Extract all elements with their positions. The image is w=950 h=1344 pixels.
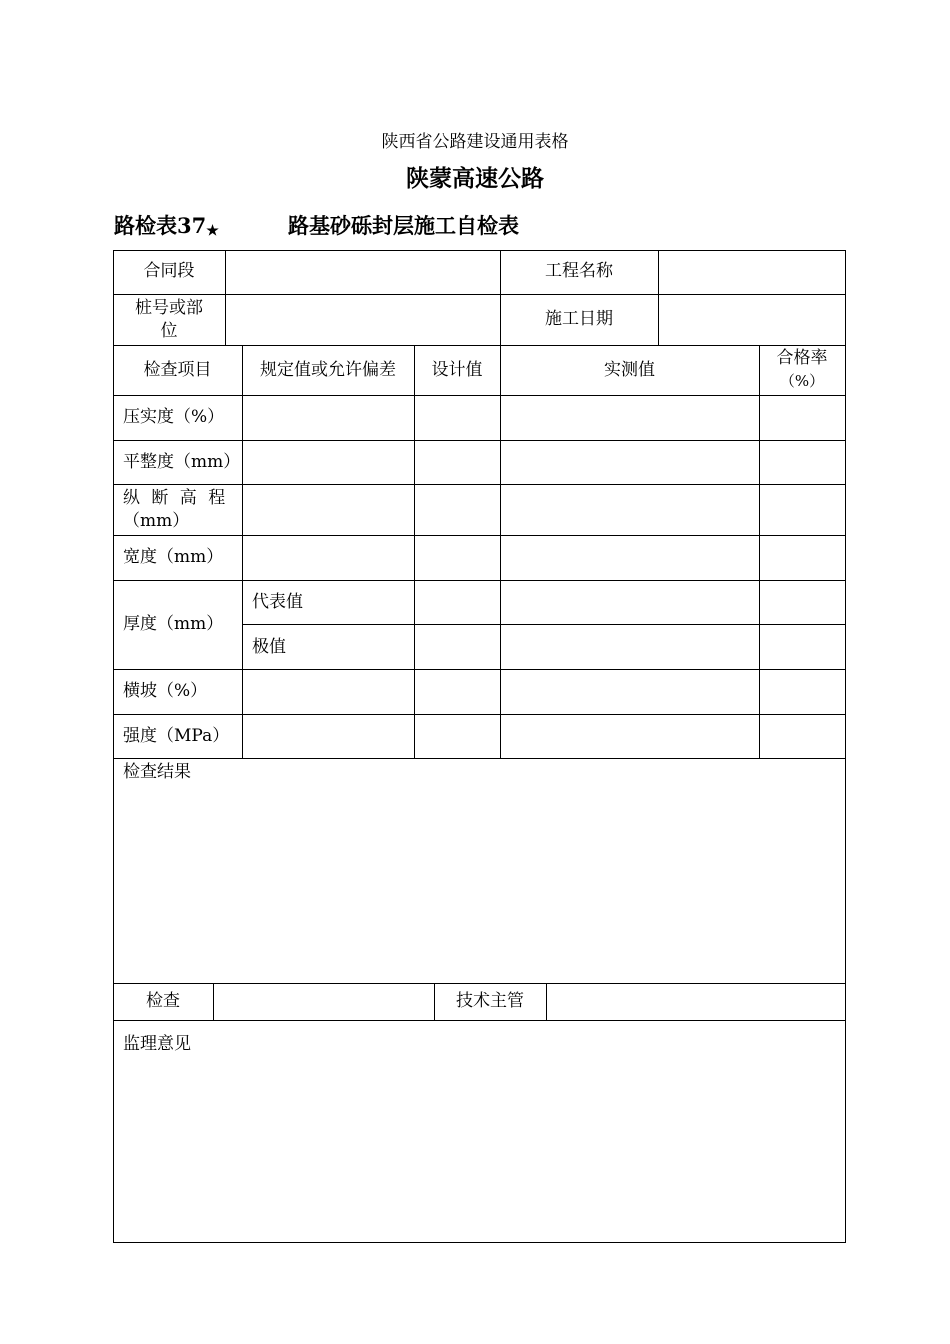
row-elevation-line1: 纵 断 高 程 bbox=[123, 488, 229, 508]
row-thickness-representative: 代表值 bbox=[252, 592, 303, 612]
contract-field[interactable] bbox=[226, 251, 500, 294]
form-code-text: 路检表37 bbox=[114, 213, 207, 238]
supervision-opinion-label: 监理意见 bbox=[123, 1034, 191, 1054]
row-thickness: 厚度（mm） bbox=[123, 614, 224, 634]
station-label-line2: 位 bbox=[160, 321, 178, 341]
col-pass-rate bbox=[759, 347, 845, 393]
inspector-label: 检查 bbox=[146, 991, 180, 1011]
row-thickness-extreme: 极值 bbox=[252, 637, 286, 657]
inspector-field[interactable] bbox=[214, 984, 434, 1020]
contract-label: 合同段 bbox=[143, 261, 195, 281]
station-field[interactable] bbox=[226, 295, 500, 345]
col-pass-rate-line1: 合格率 bbox=[776, 348, 828, 368]
col-inspection-item: 检查项目 bbox=[143, 360, 212, 380]
row-crossfall: 横坡（%） bbox=[123, 681, 208, 701]
row-flatness: 平整度（mm） bbox=[123, 452, 241, 472]
project-title: 陕蒙高速公路 bbox=[406, 166, 544, 192]
col-pass-rate-line2: （%） bbox=[779, 372, 825, 390]
project-name-field[interactable] bbox=[659, 251, 845, 294]
col-measured-value: 实测值 bbox=[604, 360, 655, 380]
row-compaction: 压实度（%） bbox=[123, 407, 225, 427]
row-elevation bbox=[123, 487, 228, 533]
row-strength: 强度（MPa） bbox=[123, 726, 230, 746]
construction-date-field[interactable] bbox=[659, 295, 845, 345]
project-name-label: 工程名称 bbox=[545, 261, 613, 281]
inspection-result-label: 检查结果 bbox=[123, 762, 191, 782]
tech-supervisor-label: 技术主管 bbox=[456, 991, 524, 1011]
station-label bbox=[113, 297, 225, 343]
col-design-value: 设计值 bbox=[431, 360, 483, 380]
station-label-line1: 桩号或部 bbox=[135, 298, 203, 318]
row-elevation-line2: （mm） bbox=[123, 511, 190, 531]
tech-supervisor-field[interactable] bbox=[547, 984, 845, 1020]
star-icon: ★ bbox=[206, 223, 219, 239]
col-spec: 规定值或允许偏差 bbox=[260, 360, 396, 380]
construction-date-label: 施工日期 bbox=[545, 309, 613, 329]
form-title: 路基砂砾封层施工自检表 bbox=[288, 214, 519, 238]
row-width: 宽度（mm） bbox=[123, 547, 224, 567]
form-subtitle: 陕西省公路建设通用表格 bbox=[381, 132, 569, 152]
